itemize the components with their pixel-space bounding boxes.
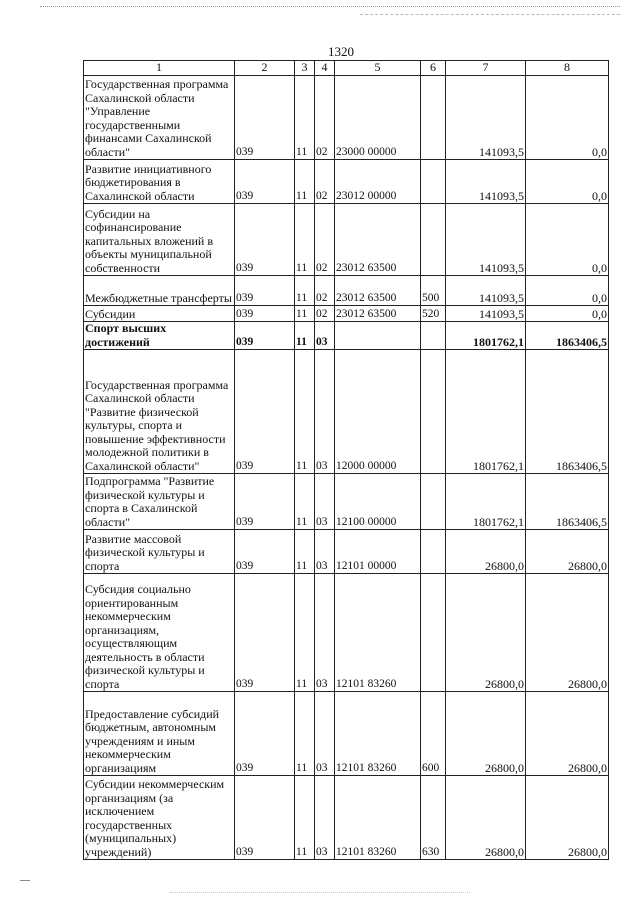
scan-artifact-bottom <box>170 892 470 893</box>
cell-target: 23012 63500 <box>335 276 421 306</box>
cell-ministry: 039 <box>235 474 295 530</box>
cell-ministry: 039 <box>235 276 295 306</box>
cell-subsection: 02 <box>315 160 335 204</box>
budget-table <box>83 60 609 860</box>
cell-section: 11 <box>295 530 315 574</box>
cell-ministry: 039 <box>235 574 295 692</box>
cell-name: Межбюджетные трансферты <box>84 276 235 306</box>
cell-name: Субсидии некоммерческим организациям (за исключением государственных (муниципальных) учреждений) <box>84 776 235 860</box>
page-number: 1320 <box>328 44 354 59</box>
cell-subsection: 03 <box>315 350 335 474</box>
cell-ministry: 039 <box>235 160 295 204</box>
cell-name: Государственная программа Сахалинской области "Развитие физической культуры, спорта и повышение эффективности молодежной политики в Сахалинской области" <box>84 350 235 474</box>
cell-expense-type <box>421 160 446 204</box>
cell-target: 12100 00000 <box>335 474 421 530</box>
cell-amount-2: 0,0 <box>526 306 609 322</box>
cell-subsection: 02 <box>315 76 335 160</box>
table-row <box>84 474 609 530</box>
cell-amount-1: 1801762,1 <box>446 350 526 474</box>
cell-subsection: 03 <box>315 530 335 574</box>
cell-subsection: 03 <box>315 322 335 350</box>
table-row <box>84 76 609 160</box>
cell-target: 12000 00000 <box>335 350 421 474</box>
header-col-4: 4 <box>315 61 335 76</box>
table-row <box>84 204 609 276</box>
cell-section: 11 <box>295 350 315 474</box>
cell-name: Субсидии на софинансирование капитальных вложений в объекты муниципальной собственности <box>84 204 235 276</box>
cell-subsection: 02 <box>315 276 335 306</box>
table-row <box>84 776 609 860</box>
cell-ministry: 039 <box>235 350 295 474</box>
cell-expense-type <box>421 574 446 692</box>
cell-name: Развитие инициативного бюджетирования в Сахалинской области <box>84 160 235 204</box>
cell-target: 23012 00000 <box>335 160 421 204</box>
header-col-7: 7 <box>446 61 526 76</box>
cell-name: Подпрограмма "Развитие физической культуры и спорта в Сахалинской области" <box>84 474 235 530</box>
cell-amount-1: 26800,0 <box>446 530 526 574</box>
cell-section: 11 <box>295 322 315 350</box>
cell-name: Спорт высших достижений <box>84 322 235 350</box>
cell-target: 23012 63500 <box>335 306 421 322</box>
cell-amount-2: 1863406,5 <box>526 350 609 474</box>
table-body <box>84 76 609 860</box>
cell-amount-2: 26800,0 <box>526 574 609 692</box>
cell-subsection: 02 <box>315 204 335 276</box>
cell-expense-type <box>421 530 446 574</box>
cell-expense-type: 600 <box>421 692 446 776</box>
cell-amount-2: 0,0 <box>526 76 609 160</box>
cell-expense-type <box>421 204 446 276</box>
table-row <box>84 276 609 306</box>
cell-expense-type: 630 <box>421 776 446 860</box>
cell-name: Предоставление субсидий бюджетным, автономным учреждениям и иным некоммерческим организациям <box>84 692 235 776</box>
cell-amount-2: 1863406,5 <box>526 474 609 530</box>
cell-amount-2: 26800,0 <box>526 530 609 574</box>
cell-expense-type <box>421 76 446 160</box>
cell-ministry: 039 <box>235 306 295 322</box>
cell-target <box>335 322 421 350</box>
cell-amount-2: 26800,0 <box>526 776 609 860</box>
scan-artifact-top <box>40 6 620 7</box>
header-col-3: 3 <box>295 61 315 76</box>
cell-amount-2: 26800,0 <box>526 692 609 776</box>
scan-artifact-left-mark <box>20 880 30 881</box>
cell-amount-1: 141093,5 <box>446 204 526 276</box>
cell-section: 11 <box>295 160 315 204</box>
cell-amount-1: 1801762,1 <box>446 322 526 350</box>
cell-expense-type <box>421 350 446 474</box>
header-col-2: 2 <box>235 61 295 76</box>
table-row <box>84 574 609 692</box>
cell-name: Субсидия социально ориентированным некоммерческим организациям, осуществляющим деятельность в области физической культуры и спорта <box>84 574 235 692</box>
table-row <box>84 306 609 322</box>
cell-section: 11 <box>295 474 315 530</box>
cell-amount-1: 26800,0 <box>446 574 526 692</box>
cell-subsection: 03 <box>315 776 335 860</box>
cell-amount-2: 0,0 <box>526 276 609 306</box>
cell-amount-1: 141093,5 <box>446 76 526 160</box>
cell-name: Развитие массовой физической культуры и спорта <box>84 530 235 574</box>
cell-amount-1: 26800,0 <box>446 692 526 776</box>
cell-subsection: 02 <box>315 306 335 322</box>
cell-section: 11 <box>295 76 315 160</box>
header-row <box>84 61 609 76</box>
cell-amount-1: 1801762,1 <box>446 474 526 530</box>
table-row <box>84 692 609 776</box>
cell-expense-type <box>421 474 446 530</box>
cell-section: 11 <box>295 574 315 692</box>
cell-ministry: 039 <box>235 322 295 350</box>
cell-ministry: 039 <box>235 776 295 860</box>
cell-target: 12101 00000 <box>335 530 421 574</box>
cell-section: 11 <box>295 306 315 322</box>
header-col-1: 1 <box>84 61 235 76</box>
cell-section: 11 <box>295 776 315 860</box>
cell-amount-1: 141093,5 <box>446 160 526 204</box>
header-col-5: 5 <box>335 61 421 76</box>
cell-target: 12101 83260 <box>335 574 421 692</box>
cell-section: 11 <box>295 692 315 776</box>
header-col-6: 6 <box>421 61 446 76</box>
table-row <box>84 160 609 204</box>
cell-subsection: 03 <box>315 692 335 776</box>
table-row <box>84 350 609 474</box>
header-col-8: 8 <box>526 61 609 76</box>
cell-amount-1: 141093,5 <box>446 276 526 306</box>
cell-subsection: 03 <box>315 474 335 530</box>
cell-ministry: 039 <box>235 530 295 574</box>
table-row <box>84 530 609 574</box>
cell-ministry: 039 <box>235 204 295 276</box>
cell-target: 23000 00000 <box>335 76 421 160</box>
cell-section: 11 <box>295 276 315 306</box>
cell-amount-2: 1863406,5 <box>526 322 609 350</box>
cell-subsection: 03 <box>315 574 335 692</box>
cell-amount-2: 0,0 <box>526 204 609 276</box>
cell-target: 12101 83260 <box>335 776 421 860</box>
cell-target: 12101 83260 <box>335 692 421 776</box>
cell-expense-type: 500 <box>421 276 446 306</box>
cell-name: Государственная программа Сахалинской области "Управление государственными финансами Сахалинской области" <box>84 76 235 160</box>
table-row <box>84 322 609 350</box>
cell-ministry: 039 <box>235 76 295 160</box>
cell-amount-2: 0,0 <box>526 160 609 204</box>
scan-artifact-top-right <box>360 14 620 15</box>
cell-target: 23012 63500 <box>335 204 421 276</box>
cell-expense-type: 520 <box>421 306 446 322</box>
cell-section: 11 <box>295 204 315 276</box>
cell-amount-1: 141093,5 <box>446 306 526 322</box>
cell-amount-1: 26800,0 <box>446 776 526 860</box>
cell-ministry: 039 <box>235 692 295 776</box>
cell-name: Субсидии <box>84 306 235 322</box>
cell-expense-type <box>421 322 446 350</box>
